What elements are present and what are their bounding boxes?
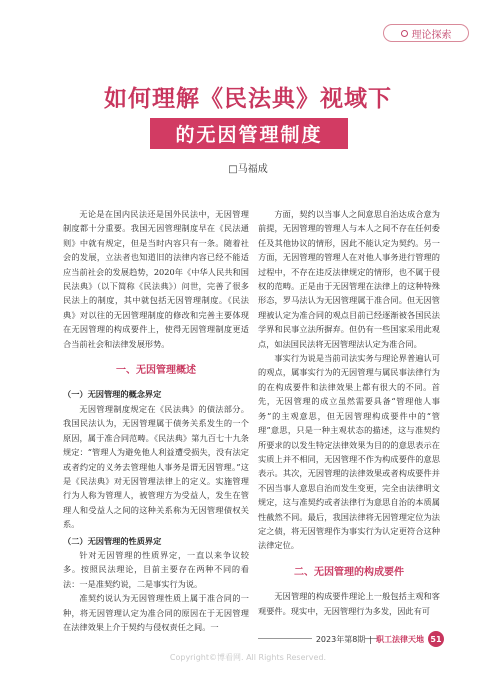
footer-separator: |: [369, 634, 372, 644]
subsection2-paragraph-1: 针对无因管理的性质界定，一直以来争议较多。按照民法理论，目前主要存在两种不同的看法：一是准契约说，二是事实行为说。: [63, 549, 249, 589]
page-footer: [258, 631, 444, 647]
article-title-line2: 的无因管理制度: [150, 118, 348, 149]
subsection1-heading: （一）无因管理的概念界定: [63, 389, 162, 400]
author-byline: □马福成: [228, 164, 268, 175]
section1-heading: 一、无因管理概述: [116, 365, 196, 377]
subsection2-heading: （二）无因管理的性质界定: [63, 535, 162, 546]
page-number: 51: [428, 631, 444, 647]
right-paragraph-2: 事实行为说是当前司法实务与理论界普遍认可的观点，属事实行为的无因管理与属民事法律行为的在构成要件和法律效果上都有很大的不同。首先，无因管理的成立虽然需要具备“管理他人事务”的主观意思，但无因管理构成要件中的“管理”意思，只是一种主观状态的描述，这与准契约所要求的以发生特定法律效果为目的的意思表示在实质上并不相同，无因管理不作为构成要件的意思表示。其次，无因管理的法律效果或者构成要件并不因当事人意思自治而发生变更，完全由法律明文规定，这与准契约或者法律行为意思自治的本质属性截然不同。最后，我国法律将无因管理定位为法定之债，将无因管理作为事实行为认定更符合这种法律定位。: [258, 353, 440, 551]
left-column: [63, 207, 249, 634]
right-column: [258, 207, 440, 618]
right-paragraph-3: 无因管理的构成要件理论上一般包括主观和客观要件。现实中，无因管理行为多发，因此有可: [258, 591, 440, 616]
intro-paragraph: 无论是在国内民法还是国外民法中，无因管理制度都十分重要。我国无因管理制度早在《民法通则》中就有规定，但是当时内容只有一条。随着社会的发展，立法者也知道旧的法律内容已经不能适应当前社会的发展趋势，2020年《中华人民共和国民法典》（以下简称《民法典》）问世，完善了很多民法上的制度，其中就包括无因管理制度。《民法典》对以往的无因管理制度的修改和完善主要体现在无因管理的构成要件上，使得无因管理制度更适合当前社会和法律发展形势。: [63, 209, 249, 349]
journal-name: 职工法律天地: [376, 634, 424, 644]
right-paragraph-1: 方面，契约以当事人之间意思自治达成合意为前提，无因管理的管理人与本人之间不存在任何委任及其他协议的情形，因此不能认定为契约。另一方面，无因管理的管理人在对他人事务进行管理的过程中，不存在违反法律规定的情形，也不属于侵权的范畴。正是由于无因管理在法律上的这种特殊形态，罗马法认为无因管理属于准合同。但无因管理被认定为准合同的观点目前已经逐渐被各国民法学界和民事立法所摒弃。但仍有一些国家采用此观点，如法国民法将无因管理法认定为准合同。: [258, 209, 440, 349]
column-tag-label: 理论探索: [411, 29, 452, 41]
article-title-line1: 如何理解《民法典》视域下: [104, 86, 392, 112]
copyright-watermark: Copyright©博看网. All Rights Reserved.: [169, 653, 327, 662]
issue-label: 2023年第8期: [312, 634, 365, 645]
subsection2-paragraph-2: 准契约说认为无因管理性质上属于准合同的一种，将无因管理认定为准合同的原因在于无因管理在法律效果上介于契约与侵权责任之间。一: [63, 593, 249, 632]
section2-heading: 二、无因管理的构成要件: [294, 566, 404, 578]
column-tag: [383, 24, 469, 42]
circle-icon: [401, 30, 408, 37]
subsection1-paragraph: 无因管理制度规定在《民法典》的债法部分。我国民法认为，无因管理属于债务关系发生的一个原因，属于准合同范畴。《民法典》第九百七十九条规定：“管理人为避免他人利益遭受损失，没有法定或者约定的义务去管理他人事务是谓无因管理。”这是《民法典》对无因管理法律上的定义。实施管理行为人称为管理人，被管理方为受益人，发生在管理人和受益人之间的这种关系称为无因管理债权关系。: [63, 403, 249, 530]
